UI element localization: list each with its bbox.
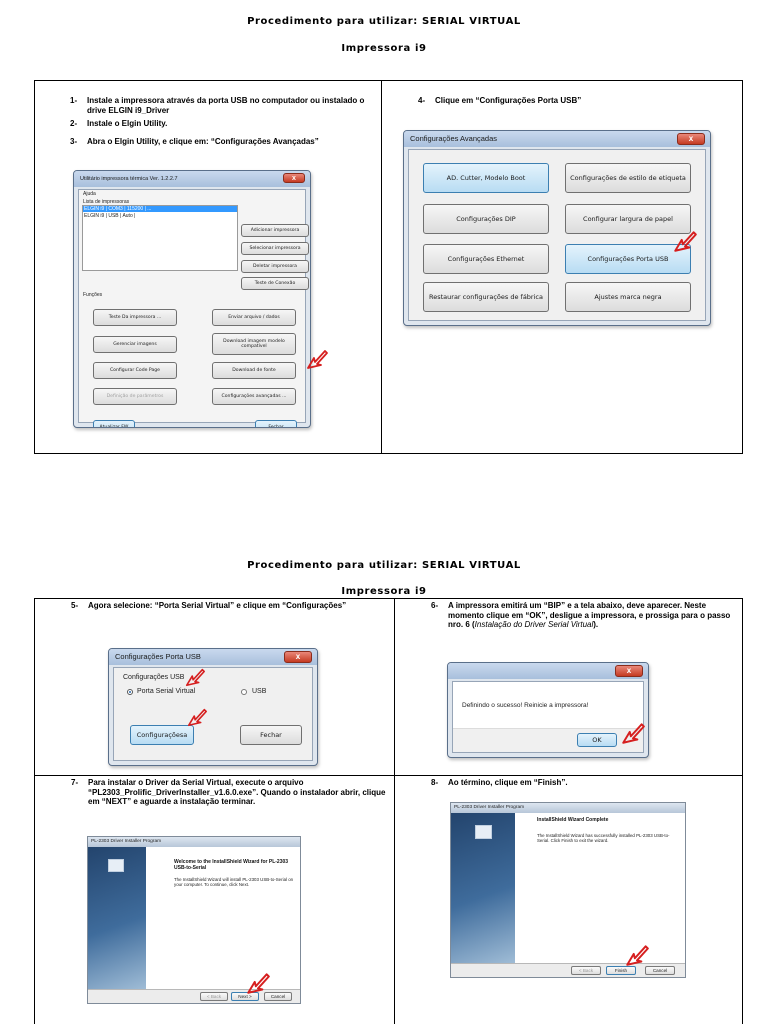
advanced-settings-window — [403, 130, 711, 326]
cancel-button[interactable]: Cancel — [264, 992, 292, 1001]
installer-title: PL-2303 Driver Installer Program — [451, 803, 685, 813]
step-7: 7- Para instalar o Driver da Serial Virtual, execute o arquivo “PL2303_Prolific_DriverInstaller_v1.6.0.exe”. Quando o instalador abrir, clique em “NEXT” e aguarde a instalação terminar. — [71, 778, 386, 806]
download-font-button[interactable]: Download de fonte — [212, 362, 296, 379]
back-button[interactable]: < Back — [571, 966, 601, 975]
step-1: 1- Instale a impressora através da porta USB no computador ou instalado o drive ELGIN i9_Driver — [70, 96, 365, 115]
utility-window — [73, 170, 311, 428]
installer-text: The InstallShield Wizard has successfully installed PL-2303 USB-to-Serial. Click Finish to exit the wizard. — [537, 833, 670, 844]
label-style-button[interactable]: Configurações de estilo de etiqueta — [565, 163, 691, 193]
red-arrow-icon — [186, 706, 208, 728]
menu-ajuda[interactable]: Ajuda — [83, 191, 96, 197]
section2-row-divider — [34, 775, 743, 776]
list-item[interactable]: ELGIN i9 | USB | Auto | — [84, 213, 136, 219]
usb-port-settings-button[interactable]: Configurações Porta USB — [565, 244, 691, 274]
installer-title: PL-2303 Driver Installer Program — [88, 837, 300, 847]
usb-option-label: USB — [252, 688, 267, 695]
code-page-button[interactable]: Configurar Code Page — [93, 362, 177, 379]
usb-group-label: Configurações USB — [123, 674, 185, 681]
installer-heading: InstallShield Wizard Complete — [537, 817, 609, 823]
advanced-window-title: Configurações Avançadas — [404, 131, 710, 147]
close-icon[interactable]: x — [283, 173, 305, 183]
monitor-icon — [108, 859, 124, 872]
step-2: 2- Instale o Elgin Utility. — [70, 119, 168, 128]
installer-side-image — [451, 813, 515, 963]
select-printer-button[interactable]: Selecionar impressora — [241, 242, 309, 255]
delete-printer-button[interactable]: Deletar impressora — [241, 260, 309, 273]
installer-heading: Welcome to the InstallShield Wizard for PL-2303 USB-to-Serial — [174, 859, 289, 871]
manage-images-button[interactable]: Gerenciar imagens — [93, 336, 177, 353]
step-3: 3- Abra o Elgin Utility, e clique em: “Configurações Avançadas” — [70, 137, 319, 146]
parameters-button[interactable]: Definição de parâmetros — [93, 388, 177, 405]
list-item[interactable]: ELGIN i9 | COM3 | 115200 | ... — [83, 206, 237, 212]
ad-cutter-button[interactable]: AD. Cutter, Modelo Boot — [423, 163, 549, 193]
success-window — [447, 662, 649, 758]
usb-config-window — [108, 648, 318, 766]
section1-divider — [381, 80, 382, 454]
update-fw-button[interactable]: Atualizar FW — [93, 420, 135, 428]
page-title-2: Procedimento para utilizar: SERIAL VIRTUAL — [247, 560, 521, 571]
page-subtitle-2: Impressora i9 — [341, 586, 427, 597]
usb-window-title: Configurações Porta USB — [109, 649, 317, 665]
section2-divider — [394, 598, 395, 1024]
configurations-button[interactable]: Configuraçõesa — [130, 725, 194, 745]
functions-label: Funções — [83, 292, 103, 298]
cancel-button[interactable]: Cancel — [645, 966, 675, 975]
red-arrow-icon — [620, 720, 646, 746]
close-button[interactable]: Fechar — [255, 420, 297, 428]
connection-test-button[interactable]: Teste de Conexão — [241, 277, 309, 290]
page-title: Procedimento para utilizar: SERIAL VIRTUAL — [247, 16, 521, 27]
step-5: 5- Agora selecione: “Porta Serial Virtual” e clique em “Configurações” — [71, 601, 347, 610]
paper-width-button[interactable]: Configurar largura de papel — [565, 204, 691, 234]
serial-radio[interactable] — [127, 689, 133, 695]
next-button[interactable]: Next > — [231, 992, 259, 1001]
download-image-button[interactable]: Download imagem modelo compatível — [212, 333, 296, 355]
add-printer-button[interactable]: Adicionar impressora — [241, 224, 309, 237]
serial-option-label: Porta Serial Virtual — [137, 688, 196, 695]
ethernet-settings-button[interactable]: Configurações Ethernet — [423, 244, 549, 274]
test-printer-button[interactable]: Teste Da impressora ... — [93, 309, 177, 326]
success-message: Definindo o sucesso! Reinicie a impressora! — [462, 702, 589, 709]
step-6: 6- A impressora emitirá um “BIP” e a tela abaixo, deve aparecer. Neste momento clique em “OK”, desligue a impressora, e prossiga para o passo nro. 6 (Instalação do Driver Serial Virtual). — [431, 601, 731, 629]
close-icon[interactable]: x — [615, 665, 643, 677]
utility-window-title: Utilitário impressora térmica Ver. 1.2.2.7 — [74, 171, 310, 187]
monitor-icon — [475, 825, 492, 839]
back-button[interactable]: < Back — [200, 992, 228, 1001]
installer-text: The InstallShield Wizard will install PL-2303 USB-to-Serial on your computer. To continue, click Next. — [174, 877, 294, 888]
send-file-button[interactable]: Enviar arquivo / dados — [212, 309, 296, 326]
step-8: 8- Ao término, clique em “Finish”. — [431, 778, 568, 787]
red-arrow-icon — [305, 347, 329, 371]
finish-button[interactable]: Finish — [606, 966, 636, 975]
printer-list-label: Lista de impressoras — [83, 199, 130, 205]
installer-side-image — [88, 847, 146, 989]
close-button[interactable]: Fechar — [240, 725, 302, 745]
printer-list[interactable] — [82, 205, 238, 271]
installer-complete-window — [450, 802, 686, 978]
black-mark-button[interactable]: Ajustes marca negra — [565, 282, 691, 312]
close-icon[interactable]: x — [284, 651, 312, 663]
red-arrow-icon — [624, 942, 650, 968]
close-icon[interactable]: x — [677, 133, 705, 145]
advanced-settings-button[interactable]: Configurações avançadas ... — [212, 388, 296, 405]
step-4: 4- Clique em “Configurações Porta USB” — [418, 96, 582, 105]
dip-settings-button[interactable]: Configurações DIP — [423, 204, 549, 234]
ok-button[interactable]: OK — [577, 733, 617, 747]
red-arrow-icon — [245, 970, 271, 996]
usb-radio[interactable] — [241, 689, 247, 695]
page-subtitle: Impressora i9 — [341, 43, 427, 54]
factory-reset-button[interactable]: Restaurar configurações de fábrica — [423, 282, 549, 312]
red-arrow-icon — [184, 666, 206, 688]
red-arrow-icon — [672, 228, 698, 254]
